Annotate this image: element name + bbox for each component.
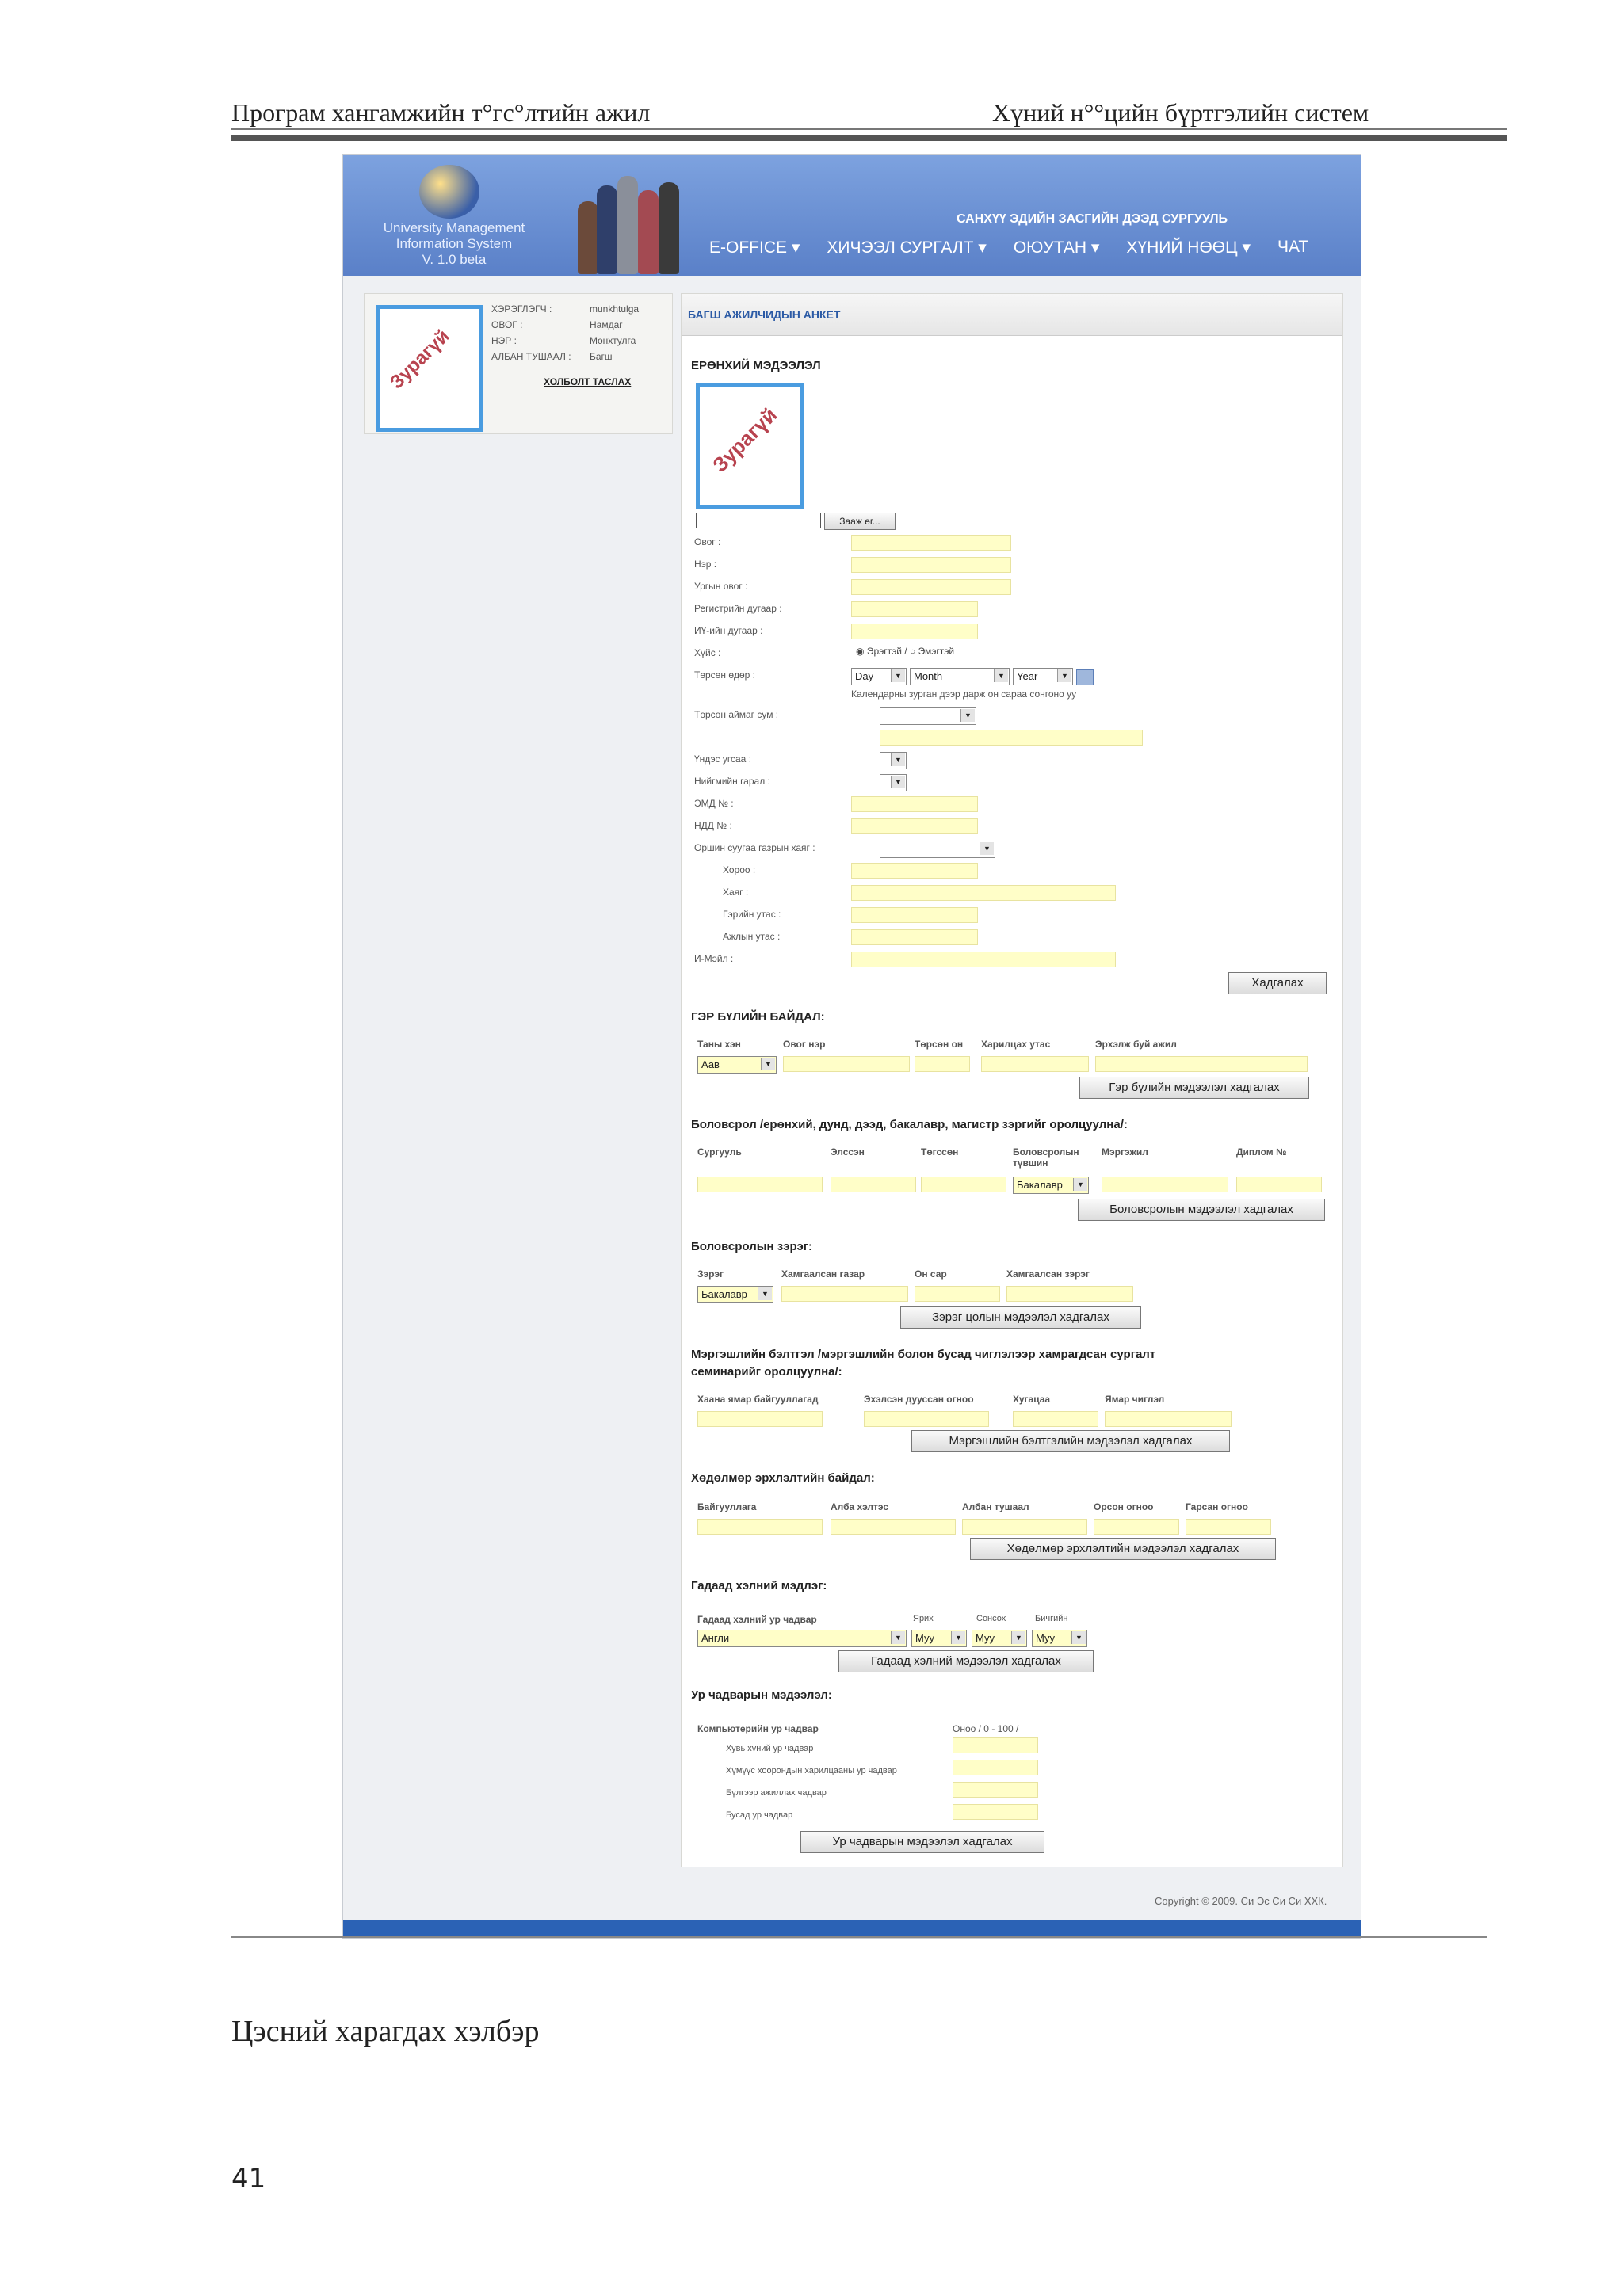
- health-ins-input[interactable]: [851, 796, 978, 812]
- work-phone-label: Ажлын утас :: [723, 931, 781, 942]
- name-label: Нэр :: [694, 559, 717, 570]
- edu-col-major: Мэргэжил: [1102, 1146, 1148, 1158]
- logout-link[interactable]: ХОЛБОЛТ ТАСЛАХ: [544, 376, 632, 387]
- calendar-hint: Календарны зурган дээр дарж он сараа сонгоно уу: [851, 688, 1077, 700]
- social-ins-input[interactable]: [851, 818, 978, 834]
- id-card-label: ИҮ-ийн дугаар :: [694, 625, 763, 636]
- app-banner: [343, 155, 1361, 276]
- birthplace-input[interactable]: [880, 730, 1143, 746]
- sidebar-surname-row: ОВОГ : Намдаг: [491, 319, 623, 330]
- header-rule-thick: [231, 135, 1507, 141]
- save-training-button[interactable]: Мэргэшлийн бэлтгэлийн мэдээлэл хадгалах: [911, 1430, 1230, 1452]
- emp-start-field[interactable]: [1094, 1519, 1179, 1535]
- register-input[interactable]: [851, 601, 978, 617]
- home-phone-label: Гэрийн утас :: [723, 909, 781, 920]
- sidebar-user-row: ХЭРЭГЛЭГЧ : munkhtulga: [491, 303, 640, 315]
- gender-radios: [856, 646, 954, 657]
- edu-enrolled-field[interactable]: [831, 1177, 916, 1192]
- training-col-direction: Ямар чиглэл: [1105, 1394, 1165, 1405]
- save-degree-button[interactable]: Зэрэг цолын мэдээлэл хадгалах: [900, 1306, 1141, 1329]
- khoroo-input[interactable]: [851, 863, 978, 879]
- khoroo-label: Хороо :: [723, 864, 756, 875]
- save-education-button[interactable]: Боловсролын мэдээлэл хадгалах: [1078, 1199, 1325, 1221]
- user-sidebar: [364, 293, 673, 434]
- health-ins-label: ЭМД № :: [694, 798, 734, 809]
- edu-col-enrolled: Элссэн: [831, 1146, 865, 1158]
- social-ins-label: НДД № :: [694, 820, 732, 831]
- degree-title-field[interactable]: [1006, 1286, 1133, 1302]
- family-col-job: Эрхэлж буй ажил: [1095, 1039, 1177, 1050]
- register-label: Регистрийн дугаар :: [694, 603, 782, 614]
- emp-position-field[interactable]: [962, 1519, 1087, 1535]
- skill-other-label: Бусад ур чадвар: [726, 1810, 793, 1820]
- skills-heading: Ур чадварын мэдээлэл:: [691, 1688, 832, 1702]
- surname-label: Овог :: [694, 536, 721, 547]
- save-language-button[interactable]: Гадаад хэлний мэдээлэл хадгалах: [838, 1650, 1094, 1672]
- day-select[interactable]: Day ▼: [851, 668, 907, 685]
- edu-diploma-field[interactable]: [1236, 1177, 1322, 1192]
- system-name: [362, 220, 546, 268]
- emp-col-position: Албан тушаал: [962, 1501, 1029, 1512]
- form-title: БАГШ АЖИЛЧИДЫН АНКЕТ: [688, 308, 841, 321]
- emp-org-field[interactable]: [697, 1519, 823, 1535]
- family-col-name: Овог нэр: [783, 1039, 826, 1050]
- emp-col-end: Гарсан огноо: [1186, 1501, 1248, 1512]
- training-dates-field[interactable]: [864, 1411, 989, 1427]
- skill-communication-label: Хүмүүс хоорондын харилцааны ур чадвар: [726, 1766, 897, 1775]
- degree-col-date: Он сар: [915, 1268, 947, 1280]
- skill-personal-input[interactable]: [953, 1760, 1038, 1775]
- header-left-title: Програм хангамжийн т°гс°лтийн ажил: [231, 98, 651, 127]
- emp-col-start: Орсон огноо: [1094, 1501, 1154, 1512]
- figure-caption: Цэсний харагдах хэлбэр: [231, 2015, 540, 2048]
- emp-col-org: Байгууллага: [697, 1501, 757, 1512]
- system-version: V. 1.0 beta: [422, 252, 487, 267]
- ethnicity-label: Үндэс угсаа :: [694, 753, 752, 765]
- lang-col-write: Бичгийн: [1035, 1614, 1068, 1623]
- skill-personal-label: Хувь хүний ур чадвар: [726, 1744, 814, 1753]
- sidebar-name-row: НЭР : Мөнхтулга: [491, 335, 636, 346]
- surname-input[interactable]: [851, 535, 1011, 551]
- training-col-duration: Хугацаа: [1013, 1394, 1051, 1405]
- family-name-input[interactable]: [851, 579, 1011, 595]
- edu-col-diploma: Диплом №: [1236, 1146, 1287, 1158]
- save-skills-button[interactable]: Ур чадварын мэдээлэл хадгалах: [800, 1831, 1044, 1853]
- training-duration-field[interactable]: [1013, 1411, 1098, 1427]
- family-name-label: Ургын овог :: [694, 581, 748, 592]
- family-phone-field[interactable]: [981, 1056, 1089, 1072]
- menu-students[interactable]: ОЮУТАН ▾: [1013, 238, 1100, 257]
- general-info-heading: ЕРӨНХИЙ МЭДЭЭЛЭЛ: [691, 359, 821, 372]
- family-job-field[interactable]: [1095, 1056, 1308, 1072]
- browse-button[interactable]: Зааж өг...: [824, 513, 896, 530]
- university-name: САНХҮҮ ЭДИЙН ЗАСГИЙН ДЭЭД СУРГУУЛЬ: [957, 212, 1228, 226]
- degree-col-title: Хамгаалсан зэрэг: [1006, 1268, 1090, 1280]
- form-no-photo-stamp: Зурагүй: [707, 402, 782, 477]
- footer-band: [343, 1920, 1361, 1938]
- skills-col-score: Оноо / 0 - 100 /: [953, 1723, 1019, 1734]
- save-employment-button[interactable]: Хөдөлмөр эрхлэлтийн мэдээлэл хадгалах: [970, 1538, 1276, 1560]
- id-card-input[interactable]: [851, 624, 978, 639]
- family-relation-select[interactable]: Аав ▼: [697, 1056, 777, 1074]
- email-input[interactable]: [851, 952, 1116, 967]
- lang-speak-select[interactable]: Муу ▼: [911, 1630, 967, 1647]
- birthday-label: Төрсөн өдөр :: [694, 669, 756, 681]
- email-label: И-Мэйл :: [694, 953, 734, 964]
- calendar-icon[interactable]: [1076, 669, 1094, 685]
- skill-computer-input[interactable]: [953, 1737, 1038, 1753]
- header-right-title: Хүний н°°цийн бүртгэлийн систем: [992, 98, 1369, 127]
- training-heading-1: Мэргэшлийн бэлтгэл /мэргэшлийн болон бусад чиглэлээр хамрагдсан сургалт: [691, 1348, 1156, 1361]
- lang-listen-select[interactable]: Муу ▼: [972, 1630, 1027, 1647]
- emp-col-dept: Алба хэлтэс: [831, 1501, 889, 1512]
- emp-dept-field[interactable]: [831, 1519, 956, 1535]
- language-select[interactable]: Англи ▼: [697, 1630, 907, 1647]
- edu-major-field[interactable]: [1102, 1177, 1228, 1192]
- form-photo-placeholder: [696, 383, 804, 509]
- skill-teamwork-label: Бүлгээр ажиллах чадвар: [726, 1788, 827, 1798]
- training-direction-field[interactable]: [1105, 1411, 1232, 1427]
- students-photo: [573, 166, 692, 274]
- degree-heading: Боловсролын зэрэг:: [691, 1240, 813, 1253]
- skill-teamwork-input[interactable]: [953, 1804, 1038, 1820]
- gender-female-label: Эмэгтэй: [918, 646, 955, 657]
- system-name-line1: University Management: [383, 220, 525, 235]
- employment-heading: Хөдөлмөр эрхлэлтийн байдал:: [691, 1471, 875, 1485]
- ethnicity-select[interactable]: ▼: [880, 752, 907, 769]
- emp-end-field[interactable]: [1186, 1519, 1271, 1535]
- teacher-form: [681, 293, 1343, 1867]
- edu-col-level: Боловсролын түвшин: [1013, 1146, 1079, 1169]
- photo-file-input[interactable]: [696, 513, 821, 528]
- gender-female-radio-icon[interactable]: ○: [909, 646, 916, 657]
- edu-col-graduated: Төгссөн: [921, 1146, 959, 1158]
- main-menu: [709, 238, 1308, 257]
- lang-write-select[interactable]: Муу ▼: [1032, 1630, 1087, 1647]
- social-origin-label: Нийгмийн гарал :: [694, 776, 770, 787]
- family-col-relation: Таны хэн: [697, 1039, 741, 1050]
- menu-chat[interactable]: ЧАТ: [1277, 238, 1309, 256]
- gender-label: Хүйс :: [694, 647, 721, 658]
- lang-col-language: Гадаад хэлний ур чадвар: [697, 1614, 817, 1625]
- addr-label: Хаяг :: [723, 887, 749, 898]
- sidebar-position-row: АЛБАН ТУШААЛ : Багш: [491, 351, 613, 362]
- training-col-org: Хаана ямар байгууллагад: [697, 1394, 819, 1405]
- gender-male-label: Эрэгтэй /: [866, 646, 907, 657]
- family-born-field[interactable]: [915, 1056, 970, 1072]
- lang-col-speak: Ярих: [913, 1614, 934, 1623]
- family-heading: ГЭР БҮЛИЙН БАЙДАЛ:: [691, 1010, 825, 1024]
- edu-graduated-field[interactable]: [921, 1177, 1006, 1192]
- copyright-text: Copyright © 2009. Си Эс Си Си ХХК.: [1155, 1895, 1327, 1907]
- training-heading-2: семинарийг оролцуулна/:: [691, 1365, 842, 1379]
- degree-date-field[interactable]: [915, 1286, 1000, 1302]
- degree-place-field[interactable]: [781, 1286, 908, 1302]
- social-origin-select[interactable]: ▼: [880, 774, 907, 791]
- menu-e-office[interactable]: E-OFFICE ▾: [709, 238, 800, 257]
- app-screenshot: [342, 154, 1361, 1939]
- family-name-field[interactable]: [783, 1056, 910, 1072]
- save-family-button[interactable]: Гэр бүлийн мэдээлэл хадгалах: [1079, 1077, 1309, 1099]
- skill-communication-input[interactable]: [953, 1782, 1038, 1798]
- form-title-bar: [682, 294, 1342, 336]
- edu-school-field[interactable]: [697, 1177, 823, 1192]
- skills-col-computer: Компьютерийн ур чадвар: [697, 1723, 819, 1734]
- save-general-button[interactable]: Хадгалах: [1228, 972, 1327, 994]
- lang-col-listen: Сонсох: [976, 1614, 1006, 1623]
- addr-input[interactable]: [851, 885, 1116, 901]
- edu-col-school: Сургууль: [697, 1146, 742, 1158]
- gender-male-radio-icon[interactable]: ◉: [856, 646, 865, 657]
- family-col-born: Төрсөн он: [915, 1039, 964, 1050]
- degree-select[interactable]: Бакалавр ▼: [697, 1286, 773, 1303]
- header-rule-thin: [231, 128, 1507, 130]
- address-select[interactable]: ▼: [880, 841, 995, 858]
- training-col-dates: Эхэлсэн дууссан огноо: [864, 1394, 974, 1405]
- degree-col-place: Хамгаалсан газар: [781, 1268, 865, 1280]
- edu-level-select[interactable]: Бакалавр ▼: [1013, 1177, 1089, 1194]
- month-select[interactable]: Month ▼: [910, 668, 1010, 685]
- menu-lessons[interactable]: ХИЧЭЭЛ СУРГАЛТ ▾: [827, 238, 987, 257]
- address-label: Оршин суугаа газрын хаяг :: [694, 842, 815, 853]
- menu-hr[interactable]: ХҮНИЙ НӨӨЦ ▾: [1126, 238, 1251, 257]
- training-org-field[interactable]: [697, 1411, 823, 1427]
- no-photo-stamp: Зурагүй: [385, 325, 454, 394]
- globe-logo-icon: [419, 165, 479, 219]
- home-phone-input[interactable]: [851, 907, 978, 923]
- language-heading: Гадаад хэлний мэдлэг:: [691, 1579, 827, 1592]
- education-heading: Боловсрол /ерөнхий, дунд, дээд, бакалавр, магистр зэргийг оролцуулна/:: [691, 1118, 1128, 1131]
- family-col-phone: Харилцах утас: [981, 1039, 1051, 1050]
- degree-col-degree: Зэрэг: [697, 1268, 724, 1280]
- document-header: [231, 93, 1509, 133]
- birthplace-select[interactable]: ▼: [880, 707, 976, 725]
- system-name-line2: Information System: [395, 236, 513, 251]
- name-input[interactable]: [851, 557, 1011, 573]
- work-phone-input[interactable]: [851, 929, 978, 945]
- bottom-rule: [231, 1936, 1487, 1938]
- user-photo-placeholder: [376, 305, 483, 432]
- page-number: 41: [231, 2163, 266, 2195]
- year-select[interactable]: Year ▼: [1013, 668, 1073, 685]
- birthplace-label: Төрсөн аймаг сум :: [694, 709, 779, 720]
